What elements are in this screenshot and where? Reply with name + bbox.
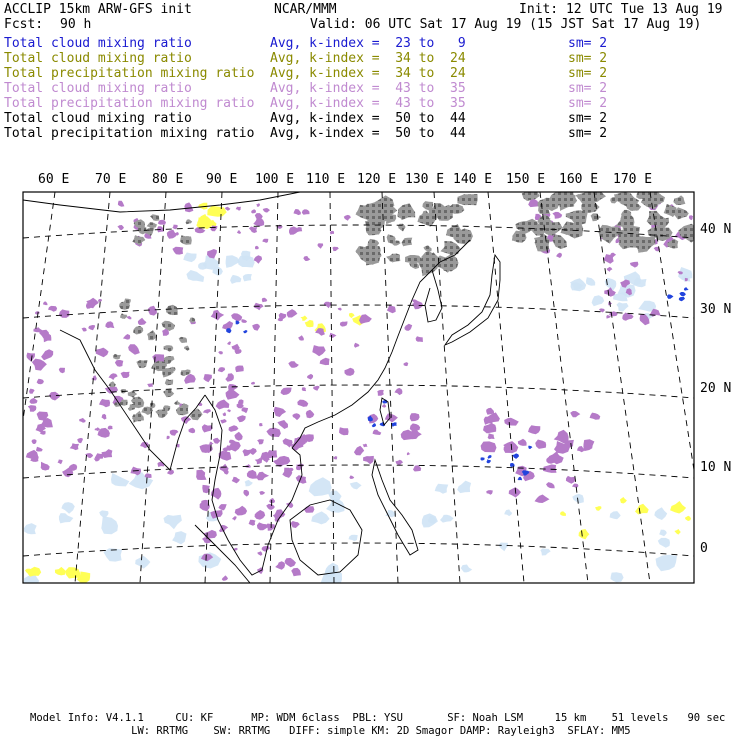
legend-level-range: Avg, k-index = 43 to 35 (270, 81, 466, 96)
legend-smoothing: sm= 2 (568, 36, 608, 51)
purple-cloud-blob (377, 390, 384, 396)
lat-label: 10 N (700, 460, 732, 475)
legend-field-name: Total precipitation mixing ratio (4, 96, 255, 111)
legend-smoothing: sm= 2 (568, 126, 608, 141)
purple-cloud-blob (259, 423, 263, 426)
lon-label: 160 E (559, 172, 599, 187)
forecast-hour: 90 h (60, 17, 92, 32)
lon-label: 140 E (453, 172, 493, 187)
model-info-line1: Model Info: V4.1.1 CU: KF MP: WDM 6class PBL: YSU SF: Noah LSM 15 km 51 levels 90 sec (30, 712, 726, 724)
legend-level-range: Avg, k-index = 50 to 44 (270, 111, 466, 126)
legend-level-range: Avg, k-index = 50 to 44 (270, 126, 466, 141)
model-info-line2: LW: RRTMG SW: RRTMG DIFF: simple KM: 2D Smagor DAMP: Rayleigh3 SFLAY: MM5 (30, 725, 631, 737)
lat-label: 0 (700, 541, 708, 556)
lon-label: 90 E (206, 172, 238, 187)
legend-field-name: Total cloud mixing ratio (4, 51, 192, 66)
legend-field-name: Total cloud mixing ratio (4, 81, 192, 96)
lon-label: 170 E (613, 172, 653, 187)
legend-level-range: Avg, k-index = 23 to 9 (270, 36, 466, 51)
organization: NCAR/MMM (274, 2, 337, 17)
lon-label: 120 E (357, 172, 397, 187)
lat-label: 40 N (700, 222, 732, 237)
lat-label: 30 N (700, 302, 732, 317)
lat-label: 20 N (700, 381, 732, 396)
legend-level-range: Avg, k-index = 43 to 35 (270, 96, 466, 111)
purple-cloud-blob (481, 441, 497, 452)
lon-label: 110 E (306, 172, 346, 187)
legend-smoothing: sm= 2 (568, 66, 608, 81)
init-time: Init: 12 UTC Tue 13 Aug 19 (519, 2, 723, 17)
purple-cloud-blob (235, 366, 243, 373)
valid-time: Valid: 06 UTC Sat 17 Aug 19 (15 JST Sat 17 Aug 19) (310, 17, 702, 32)
forecast-label: Fcst: (4, 17, 44, 32)
plot-title: ACCLIP 15km ARW-GFS init (4, 2, 192, 17)
purple-cloud-blob (305, 506, 315, 513)
legend-smoothing: sm= 2 (568, 51, 608, 66)
lon-label: 150 E (506, 172, 546, 187)
legend-level-range: Avg, k-index = 34 to 24 (270, 66, 466, 81)
lon-label: 100 E (255, 172, 295, 187)
lon-label: 70 E (95, 172, 127, 187)
lon-label: 130 E (405, 172, 445, 187)
low-cloud-blob (241, 251, 251, 261)
lon-label: 80 E (152, 172, 184, 187)
legend-level-range: Avg, k-index = 34 to 24 (270, 51, 466, 66)
legend-field-name: Total cloud mixing ratio (4, 111, 192, 126)
legend-field-name: Total precipitation mixing ratio (4, 126, 255, 141)
lon-label: 60 E (38, 172, 70, 187)
legend-smoothing: sm= 2 (568, 111, 608, 126)
legend-smoothing: sm= 2 (568, 81, 608, 96)
legend-smoothing: sm= 2 (568, 96, 608, 111)
legend-field-name: Total cloud mixing ratio (4, 36, 192, 51)
legend-field-name: Total precipitation mixing ratio (4, 66, 255, 81)
